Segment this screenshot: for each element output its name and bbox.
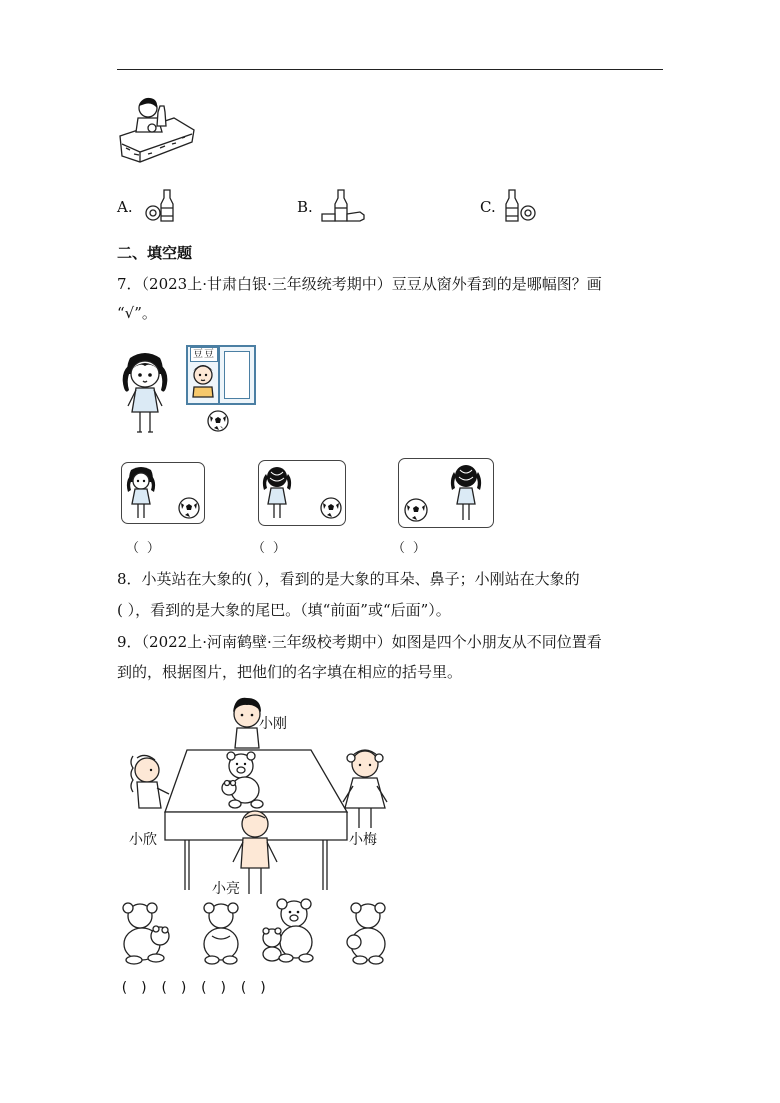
choice2-girl-back-icon [262,464,292,520]
choice1-girl-front-icon [126,466,156,520]
q7-answer-2[interactable]: （ ） [252,541,286,556]
q7-line2: “√”。 [117,304,157,322]
boy-in-window-icon [189,361,217,397]
choice3-ball-icon [404,498,428,522]
name-top: 小刚 [259,716,287,732]
q9-answers[interactable]: ( ) ( ) ( ) ( ) [120,980,269,996]
option-b-label: B. [297,198,313,216]
choice2-ball-icon [320,497,342,519]
bear-view-1-icon [118,902,172,964]
q7-answer-3[interactable]: （ ） [392,541,426,556]
name-bottom: 小亮 [212,881,240,897]
q8-line1: 8．小英站在大象的( ），看到的是大象的耳朵、鼻子；小刚站在大象的 [117,570,580,588]
section-title: 二、填空题 [117,244,193,262]
option-c-bottle-plate-icon [503,186,539,222]
option-a-plate-bottle-icon [144,186,180,222]
q7-line1: 7．（2023上·甘肃白银·三年级统考期中）豆豆从窗外看到的是哪幅图？画 [117,275,602,293]
choice1-ball-icon [178,497,200,519]
girl-illustration [120,352,170,436]
option-c-label: C. [480,198,496,216]
bear-view-4-icon [346,902,390,964]
q7-answer-1[interactable]: （ ） [126,541,160,556]
top-rule [117,69,663,70]
q9-line2: 到的，根据图片，把他们的名字填在相应的括号里。 [117,663,463,681]
choice3-girl-back-icon [450,462,482,522]
window-label: 豆豆 [190,347,218,362]
option-b-bottle-icon [320,186,366,222]
bear-view-2-icon [200,902,242,964]
q9-line1: 9．（2022上·河南鹤壁·三年级校考期中）如图是四个小朋友从不同位置看 [117,633,602,651]
option-a-label: A. [117,198,133,216]
boy-at-table-illustration [112,96,202,172]
name-left: 小欣 [129,832,157,848]
q8-line2: ( ），看到的是大象的尾巴。（填“前面”或“后面”）。 [117,601,451,619]
name-right: 小梅 [349,832,377,848]
window-divider [218,347,220,403]
bear-view-3-icon [258,898,318,964]
soccer-ball-icon [207,410,229,432]
window-right-pane [224,351,250,399]
